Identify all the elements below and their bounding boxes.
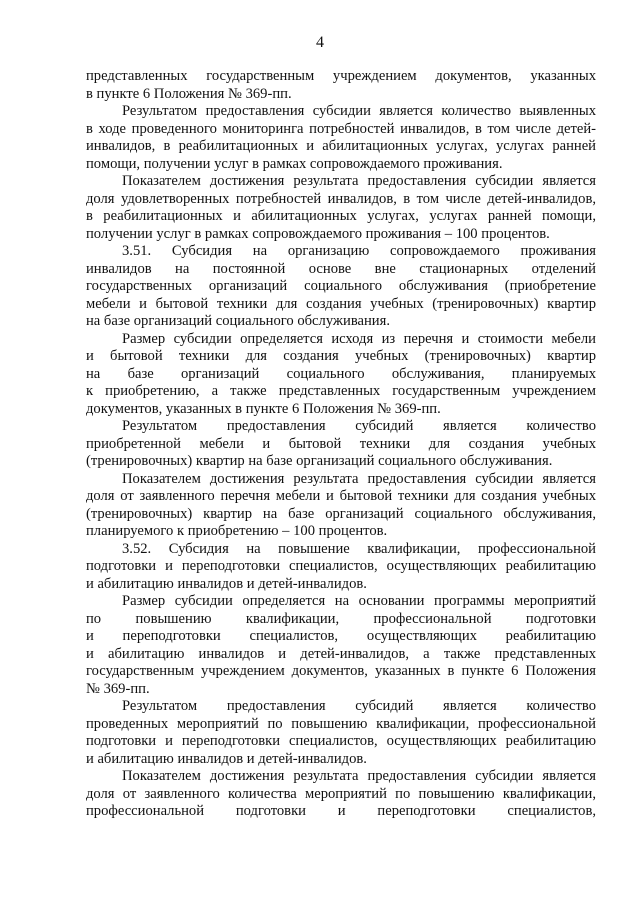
text-line: в пункте 6 Положения № 369-пп. (86, 85, 292, 102)
text-line: представленных государственным учреждением документов, указанных (86, 68, 596, 84)
paragraph (86, 768, 596, 821)
text-line: Показателем достижения результата предоставления субсидии является (122, 768, 596, 784)
text-line: Размер субсидии определяется исходя из перечня и стоимости мебели (122, 330, 596, 347)
text-line: Результатом предоставления субсидий является количество (122, 698, 596, 714)
text-line: и абилитацию инвалидов и детей-инвалидов. (86, 750, 367, 767)
paragraph (86, 243, 596, 331)
text-line: Размер субсидии определяется на основании программы мероприятий (122, 593, 596, 609)
text-line: 3.52. Субсидия на повышение квалификации, профессиональной (122, 540, 596, 557)
text-line: подготовки и переподготовки специалистов, осуществляющих реабилитацию (86, 558, 596, 574)
text-line: 3.51. Субсидия на организацию сопровождаемого проживания (122, 243, 596, 259)
text-line: на базе организаций социального обслуживания, планируемых (86, 365, 596, 382)
text-line: получении услуг в рамках сопровождаемого проживания – 100 процентов. (86, 225, 550, 242)
paragraph (86, 173, 596, 243)
text-line: подготовки и переподготовки специалистов, осуществляющих реабилитацию (86, 733, 596, 749)
paragraph (86, 698, 596, 768)
text-line: приобретенной мебели и бытовой техники для создания учебных (86, 435, 596, 452)
text-line: и абилитацию инвалидов и детей-инвалидов. (86, 575, 367, 592)
paragraph (86, 418, 596, 471)
text-line: инвалидов, в реабилитационных и абилитационных услугах, услугах ранней (86, 138, 596, 154)
text-line: профессиональной подготовки и переподготовки специалистов, (86, 803, 596, 819)
text-line: по повышению квалификации, профессиональной подготовки (86, 610, 596, 627)
text-line: помощи, получении услуг в рамках сопровождаемого проживания. (86, 155, 503, 172)
text-line: в ходе проведенного мониторинга потребностей инвалидов, в том числе детей- (86, 120, 596, 137)
text-line: № 369-пп. (86, 680, 150, 697)
text-line: документов, указанных в пункте 6 Положения № 369-пп. (86, 400, 441, 417)
text-line: проведенных мероприятий по повышению квалификации, профессиональной (86, 715, 596, 732)
text-line: Показателем достижения результата предоставления субсидии является (122, 470, 596, 487)
text-line: к приобретению, а также представленных государственным учреждением (86, 383, 596, 399)
document-body (86, 68, 596, 821)
text-line: и абилитацию инвалидов и детей-инвалидов, а также представленных (86, 645, 596, 662)
text-line: доля от заявленного перечня мебели и бытовой техники для создания учебных (86, 488, 596, 504)
paragraph (86, 593, 596, 698)
page-number: 4 (316, 34, 324, 51)
text-line: Результатом предоставления субсидий является количество (122, 418, 596, 434)
text-line: планируемого к приобретению – 100 процентов. (86, 523, 388, 539)
text-line: мебели и бытовой техники для создания учебных (тренировочных) квартир (86, 295, 596, 312)
paragraph (86, 331, 596, 419)
text-line: Показателем достижения результата предоставления субсидии является (122, 173, 596, 189)
paragraph (86, 68, 596, 103)
text-line: (тренировочных) квартир на базе организаций социального обслуживания, (86, 505, 596, 522)
paragraph (86, 541, 596, 594)
text-line: государственных организаций социального обслуживания (приобретение (86, 278, 596, 294)
text-line: инвалидов на постоянной основе вне стационарных отделений (86, 260, 596, 277)
text-line: (тренировочных) квартир на базе организаций социального обслуживания. (86, 453, 553, 469)
text-line: доля от заявленного количества мероприятий по повышению квалификации, (86, 785, 596, 802)
text-line: доля удовлетворенных потребностей инвалидов, в том числе детей-инвалидов, (86, 190, 596, 207)
text-line: и бытовой техники для создания учебных (тренировочных) квартир (86, 348, 596, 364)
text-line: на базе организаций социального обслуживания. (86, 313, 390, 329)
text-line: и переподготовки специалистов, осуществляющих реабилитацию (86, 628, 596, 644)
paragraph (86, 471, 596, 541)
text-line: государственным учреждением документов, указанных в пункте 6 Положения (86, 663, 596, 679)
text-line: Результатом предоставления субсидии является количество выявленных (122, 103, 596, 119)
paragraph (86, 103, 596, 173)
text-line: в реабилитационных и абилитационных услугах, услугах ранней помощи, (86, 208, 596, 224)
